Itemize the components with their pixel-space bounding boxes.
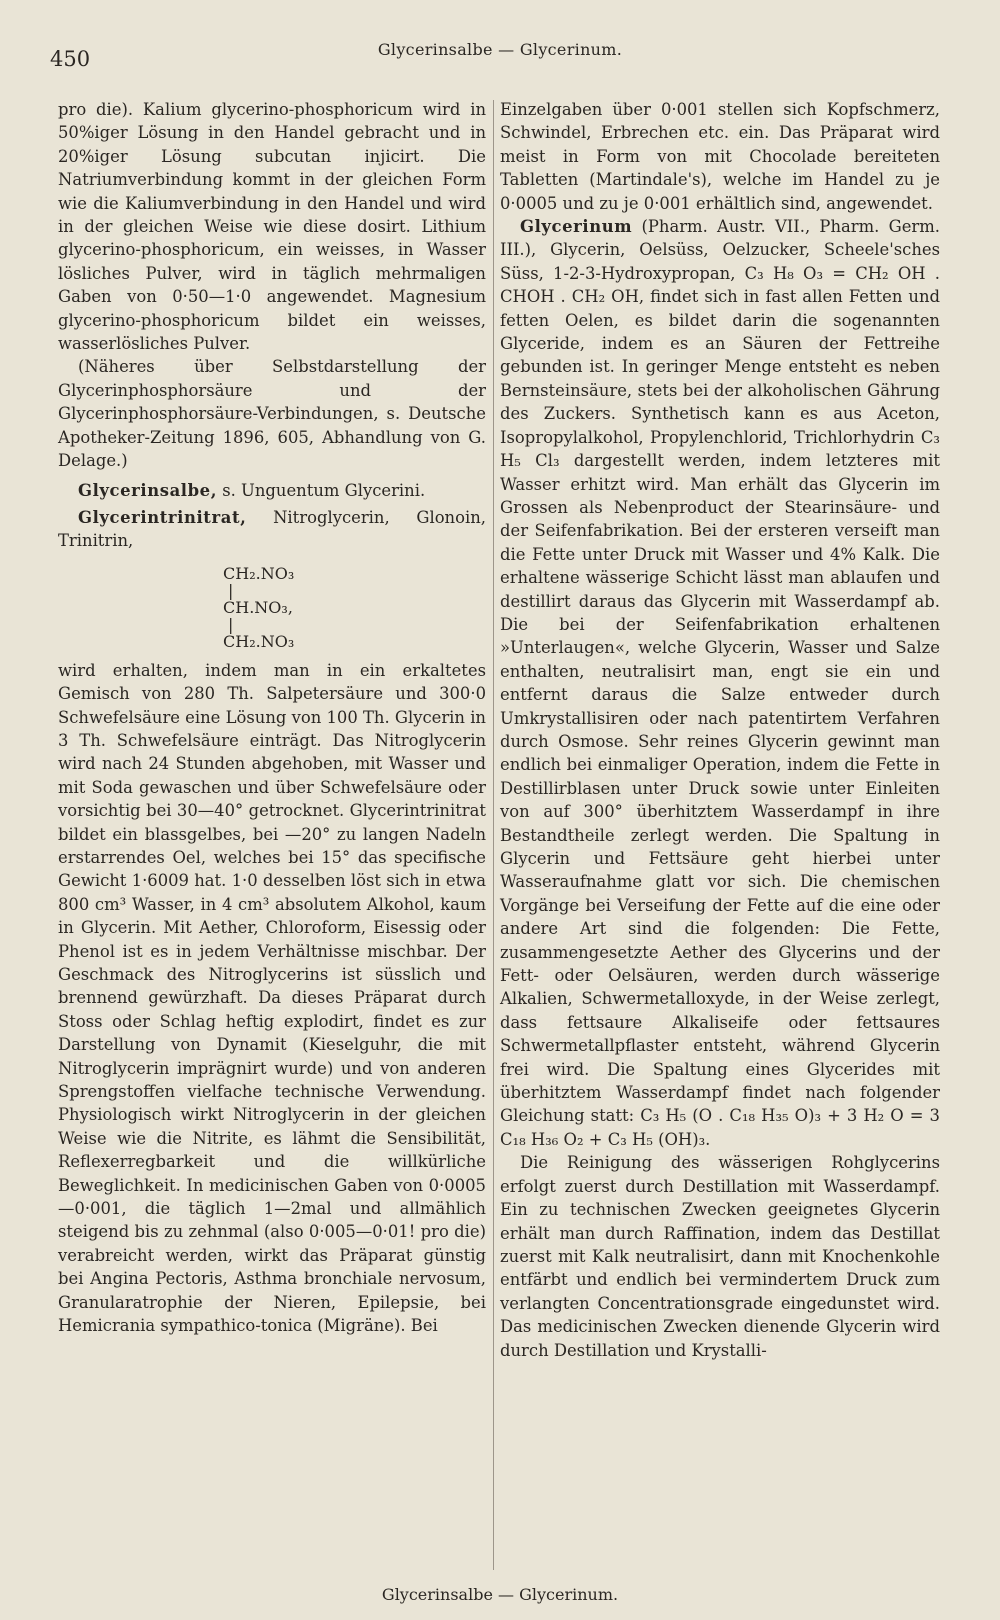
page-footer: Glycerinsalbe — Glycerinum.: [381, 1585, 619, 1604]
entry-text: s. Unguentum Glycerini.: [217, 480, 426, 500]
entry-text: (Pharm. Austr. VII., Pharm. Germ. III.), Glycerin, Oelsüss, Oelzucker, Scheele'sches Süss, 1-2-3-Hydroxypropan, C₃ H₈ O₃ = CH₂ OH . CHOH . CH₂ OH, findet sich in fast allen Fetten und fetten Oelen, es bildet darin die sogenannten Glyceride, indem es an Säuren der Fettreihe gebunden ist. In geringer Menge entsteht es neben Bernsteinsäure, stets bei der alkoholischen Gährung des Zuckers. Synthetisch kann es aus Aceton, Isopropylalkohol, Propylenchlorid, Trichlorhydrin C₃ H₅ Cl₃ dargestellt werden, indem letzteres mit Wasser erhitzt wird. Man erhält das Glycerin im Grossen als Nebenproduct der Stearinsäure- und der Seifenfabrikation. Bei der ersteren verseift man die Fette unter Druck mit Wasser und 4% Kalk. Die erhaltene wässerige Schicht lässt man ablaufen und destillirt daraus das Glycerin mit Wasserdampf ab. Die bei der Seifenfabrikation erhaltenen »Unterlaugen«, welche Glycerin, Wasser und Salze enthalten, neutralisirt man, engt sie ein und entfernt daraus die Salze entweder durch Umkrystallisiren oder nach patentirtem Verfahren durch Osmose. Sehr reines Glycerin gewinnt man endlich bei einmaliger Operation, indem die Fette in Destillirblasen unter Druck sowie unter Einleiten von auf 300° überhitztem Wasserdampf in ihre Bestandtheile zerlegt werden. Die Spaltung in Glycerin und Fettsäure geht hierbei unter Wasseraufnahme glatt vor sich. Die chemischen Vorgänge bei Verseifung der Fette auf die eine oder andere Art sind die folgenden: Die Fette, zusammengesetzte Aether des Glycerins und der Fett- oder Oelsäuren, werden durch wässerige Alkalien, Schwermetalloxyde, in der Weise zerlegt, dass fettsaure Alkaliseife oder fettsaures Schwermetallpflaster entsteht, während Glycerin frei wird. Die Spaltung eines Glycerides mit überhitztem Wasserdampf findet nach folgender Gleichung statt: C₃ H₅ (O . C₁₈ H₃₅ O)₃ + 3 H₂ O = 3 C₁₈ H₃₆ O₂ + C₃ H₅ (OH)₃.: [500, 217, 940, 1149]
entry-term: Glycerinsalbe,: [78, 480, 218, 500]
paragraph-nitroglycerin: wird erhalten, indem man in ein erkaltetes Gemisch von 280 Th. Salpetersäure und 300·0 Schwefelsäure eine Lösung von 100 Th. Glycerin in 3 Th. Schwefelsäure einträgt. Das Nitroglycerin wird nach 24 Stunden abgehoben, mit Wasser und mit Soda gewaschen und über Schwefelsäure oder vorsichtig bei 30—40° getrocknet. Glycerintrinitrat bildet ein blassgelbes, bei —20° zu langen Nadeln erstarrendes Oel, welches bei 15° das specifische Gewicht 1·6009 hat. 1·0 desselben löst sich in etwa 800 cm³ Wasser, in 4 cm³ absolutem Alkohol, kaum in Glycerin. Mit Aether, Chloroform, Eisessig oder Phenol ist es in jedem Verhältnisse mischbar. Der Geschmack des Nitroglycerins ist süsslich und brennend gewürzhaft. Da dieses Präparat durch Stoss oder Schlag heftig explodirt, findet es zur Darstellung von Dynamit (Kieselguhr, die mit Nitroglycerin imprägnirt wurde) und von anderen Sprengstoffen vielfache technische Verwendung. Physiologisch wirkt Nitroglycerin in der gleichen Weise wie die Nitrite, es lähmt die Sensibilität, Reflexerregbarkeit und die willkürliche Beweglichkeit. In medicinischen Gaben von 0·0005—0·001, die täglich 1—2mal und allmählich steigend bis zu zehnmal (also 0·005—0·01! pro die) verabreicht werden, wirkt das Präparat günstig bei Angina Pectoris, Asthma bronchiale nervosum, Granularatrophie der Nieren, Epilepsie, bei Hemicrania sympathico-tonica (Migräne). Bei: [58, 660, 486, 1336]
entry-glycerintrinitrat: [58, 506, 486, 553]
paragraph-purification: Die Reinigung des wässerigen Rohglycerins erfolgt zuerst durch Destillation mit Wasserdampf. Ein zu technischen Zwecken geeignetes Glycerin erhält man durch Raffination, indem das Destillat zuerst mit Kalk neutralisirt, dann mit Knochenkohle entfärbt und endlich bei vermindertem Druck zum verlangten Concentrationsgrade eingedunstet wird. Das medicinischen Zwecken dienende Glycerin wird durch Destillation und Krystalli-: [500, 1153, 940, 1360]
formula-line: CH₂.NO₃: [223, 631, 295, 651]
formula-line: CH.NO₃,: [223, 597, 293, 617]
entry-glycerinum: [500, 215, 940, 1151]
left-column: [58, 98, 486, 1338]
formula-bond: |: [228, 614, 234, 634]
entry-text: Nitroglycerin, Glonoin, Trinitrin,: [58, 507, 486, 551]
entry-term: Glycerintrinitrat,: [78, 507, 247, 527]
column-divider: [493, 100, 494, 1570]
formula-line: CH₂.NO₃: [223, 563, 295, 583]
paragraph-reference: (Näheres über Selbstdarstellung der Glycerinphosphorsäure und der Glycerinphosphorsäure-Verbindungen, s. Deutsche Apotheker-Zeitung 1896, 605, Abhandlung von G. Delage.): [58, 357, 486, 471]
entry-term: Glycerinum: [520, 217, 633, 237]
entry-glycerinsalbe: [58, 479, 486, 502]
page-number: 450: [50, 47, 91, 71]
structural-formula: [223, 563, 486, 653]
paragraph-glycerophosphates: pro die). Kalium glycerino-phosphoricum wird in 50%iger Lösung in den Handel gebracht und in 20%iger Lösung subcutan injicirt. Die Natriumverbindung kommt in der gleichen Form wie die Kaliumverbindung in den Handel und wird in der gleichen Weise wie diese dosirt. Lithium glycerino-phosphoricum, ein weisses, in Wasser lösliches Pulver, wird in täglich mehrmaligen Gaben von 0·50—1·0 angewendet. Magnesium glycerino-phosphoricum bildet ein weisses, wasserlösliches Pulver.: [58, 100, 486, 354]
paragraph-dosage: Einzelgaben über 0·001 stellen sich Kopfschmerz, Schwindel, Erbrechen etc. ein. Das Präparat wird meist in Form von mit Chocolade bereiteten Tabletten (Martindale's), welche im Handel zu je 0·0005 und zu je 0·001 erhältlich sind, angewendet.: [500, 100, 940, 213]
running-head: Glycerinsalbe — Glycerinum.: [377, 40, 623, 59]
formula-bond: |: [228, 580, 234, 600]
right-column: [500, 98, 940, 1362]
